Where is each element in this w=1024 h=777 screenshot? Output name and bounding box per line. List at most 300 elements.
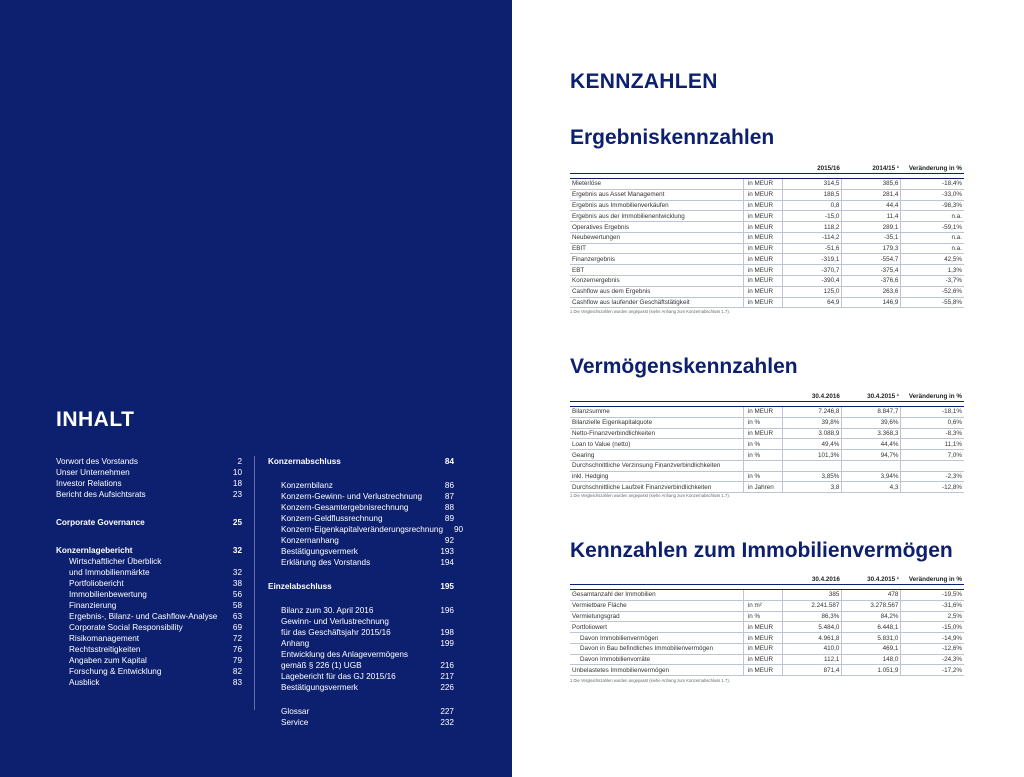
- row-unit: in MEUR: [743, 665, 782, 676]
- row-value: 5.484,0: [783, 622, 842, 633]
- row-value: 4.961,8: [783, 633, 842, 644]
- toc-entry[interactable]: [56, 556, 242, 567]
- row-value: 11,4: [842, 211, 901, 222]
- toc-entry-label: Bestätigungsvermerk: [281, 547, 358, 556]
- row-value: -31,6%: [901, 600, 964, 611]
- table-row: [570, 654, 964, 665]
- row-label: Loan to Value (netto): [570, 439, 743, 450]
- toc-entry-page: 86: [444, 481, 454, 490]
- row-unit: in MEUR: [743, 297, 782, 308]
- toc-entry-label: Investor Relations: [56, 479, 122, 488]
- row-unit: in MEUR: [743, 622, 782, 633]
- row-value: -17,2%: [901, 665, 964, 676]
- row-value: n.a.: [901, 232, 964, 243]
- toc-entry-page: 32: [232, 568, 242, 577]
- row-value: 84,2%: [842, 611, 901, 622]
- row-value: 3,94%: [842, 471, 901, 482]
- table-row: [570, 460, 964, 471]
- table-row: [570, 428, 964, 439]
- row-unit: in MEUR: [743, 211, 782, 222]
- column-header: Veränderung in %: [901, 392, 964, 402]
- row-unit: in %: [743, 471, 782, 482]
- toc-entry-page: 18: [232, 479, 242, 488]
- footnote-immobilien: 1 Die Vergleichszahlen wurden angepasst (siehe Anhang zum Konzernabschluss 1.7).: [570, 678, 730, 683]
- toc-entry[interactable]: [56, 655, 242, 666]
- row-unit: in MEUR: [743, 265, 782, 276]
- row-label: Operatives Ergebnis: [570, 222, 743, 233]
- toc-entry-page: 195: [440, 582, 454, 591]
- toc-entry-label: Portfoliobericht: [69, 579, 124, 588]
- row-unit: in Jahren: [743, 482, 782, 493]
- toc-spacer: [268, 693, 454, 706]
- row-value: 146,9: [842, 297, 901, 308]
- row-label: Gearing: [570, 450, 743, 461]
- toc-divider: [254, 456, 255, 710]
- row-value: 6.448,1: [842, 622, 901, 633]
- table-row: [570, 254, 964, 265]
- row-value: 188,5: [783, 189, 842, 200]
- table-row: [570, 200, 964, 211]
- row-value: -24,3%: [901, 654, 964, 665]
- toc-entry-label: Konzernanhang: [281, 536, 339, 545]
- toc-entry-label: Service: [281, 718, 309, 727]
- toc-entry-label: Einzelabschluss: [268, 582, 332, 591]
- toc-spacer: [56, 500, 242, 517]
- toc-entry-label: Entwicklung des Anlagevermögens: [281, 650, 408, 659]
- row-unit: in MEUR: [743, 200, 782, 211]
- row-value: -376,6: [842, 276, 901, 287]
- row-unit: in MEUR: [743, 189, 782, 200]
- column-header: [743, 575, 782, 585]
- row-value: -15,0%: [901, 622, 964, 633]
- row-value: 39,8%: [783, 417, 842, 428]
- toc-entry[interactable]: [56, 600, 242, 611]
- row-unit: [743, 590, 782, 601]
- toc-entry-label: Konzernabschluss: [268, 457, 341, 466]
- toc-entry-page: 83: [232, 678, 242, 687]
- table-row: [570, 286, 964, 297]
- toc-entry-label: und Immobilienmärkte: [69, 568, 150, 577]
- toc-entry-label: Forschung & Entwicklung: [69, 667, 162, 676]
- toc-entry[interactable]: [268, 616, 454, 627]
- row-value: 1.051,9: [842, 665, 901, 676]
- table-row: [570, 590, 964, 601]
- row-value: -98,3%: [901, 200, 964, 211]
- column-header: 2014/15 ¹: [842, 164, 901, 174]
- row-unit: in MEUR: [743, 654, 782, 665]
- toc-entry[interactable]: [268, 502, 454, 513]
- row-value: [901, 460, 964, 471]
- toc-entry[interactable]: [268, 557, 454, 568]
- table-header-row: [570, 575, 964, 585]
- toc-entry-label: Anhang: [281, 639, 310, 648]
- toc-entry-page: 38: [232, 579, 242, 588]
- table-row: [570, 482, 964, 493]
- toc-entry[interactable]: [268, 671, 454, 682]
- toc-entry-label: Lagebericht für das GJ 2015/16: [281, 672, 396, 681]
- section-title-vermoegen: Vermögenskennzahlen: [570, 355, 798, 378]
- toc-entry[interactable]: [56, 622, 242, 633]
- table-row: [570, 189, 964, 200]
- toc-spacer: [56, 528, 242, 545]
- row-value: 7,0%: [901, 450, 964, 461]
- row-value: 42,5%: [901, 254, 964, 265]
- toc-entry-label: Konzern-Gewinn- und Verlustrechnung: [281, 492, 423, 501]
- row-value: 0,8: [783, 200, 842, 211]
- row-value: 112,1: [783, 654, 842, 665]
- row-value: 7.246,8: [783, 407, 842, 418]
- toc-entry-page: 63: [232, 612, 242, 621]
- toc-entry[interactable]: [268, 513, 454, 524]
- toc-entry[interactable]: [268, 535, 454, 546]
- toc-entry[interactable]: [268, 706, 454, 717]
- row-value: -35,1: [842, 232, 901, 243]
- toc-section-heading[interactable]: [268, 456, 454, 467]
- table-row: [570, 471, 964, 482]
- row-value: 0,6%: [901, 417, 964, 428]
- row-label: Davon Immobilienvorräte: [570, 654, 743, 665]
- toc-entry-page: 226: [440, 683, 454, 692]
- row-value: 64,9: [783, 297, 842, 308]
- toc-entry-page: 227: [440, 707, 454, 716]
- table-row: [570, 643, 964, 654]
- toc-entry[interactable]: [56, 611, 242, 622]
- toc-entry[interactable]: [268, 627, 454, 638]
- row-value: -18,1%: [901, 407, 964, 418]
- toc-entry[interactable]: [56, 589, 242, 600]
- column-header: [570, 392, 743, 402]
- toc-entry-page: 194: [440, 558, 454, 567]
- row-label: Netto-Finanzverbindlichkeiten: [570, 428, 743, 439]
- kennzahlen-page: [512, 0, 1024, 777]
- toc-entry[interactable]: [268, 638, 454, 649]
- row-value: 39,6%: [842, 417, 901, 428]
- table-header-row: [570, 164, 964, 174]
- toc-entry[interactable]: [56, 489, 242, 500]
- row-value: -370,7: [783, 265, 842, 276]
- toc-entry[interactable]: [56, 456, 242, 467]
- row-value: 385,6: [842, 179, 901, 190]
- toc-entry[interactable]: [268, 605, 454, 616]
- row-unit: in MEUR: [743, 633, 782, 644]
- row-label: Ergebnis aus Immobilienverkäufen: [570, 200, 743, 211]
- toc-entry-label: Wirtschaftlicher Überblick: [69, 557, 162, 566]
- row-value: 44,4: [842, 200, 901, 211]
- row-unit: in %: [743, 417, 782, 428]
- row-value: 4,3: [842, 482, 901, 493]
- footnote-ergebnis: 1 Die Vergleichszahlen wurden angepasst (siehe Anhang zum Konzernabschluss 1.7).: [570, 309, 730, 314]
- row-label: Portfoliowert: [570, 622, 743, 633]
- column-header: [743, 392, 782, 402]
- row-value: 410,0: [783, 643, 842, 654]
- toc-entry-label: Konzernbilanz: [281, 481, 333, 490]
- table-row: [570, 622, 964, 633]
- row-label: Neubewertungen: [570, 232, 743, 243]
- toc-entry-label: Konzern-Gesamtergebnisrechnung: [281, 503, 409, 512]
- toc-entry[interactable]: [268, 491, 454, 502]
- table-immobilien: [570, 575, 964, 676]
- row-value: -19,5%: [901, 590, 964, 601]
- toc-entry-label: Konzernlagebericht: [56, 546, 133, 555]
- toc-entry[interactable]: [56, 567, 242, 578]
- row-unit: in MEUR: [743, 232, 782, 243]
- toc-entry[interactable]: [56, 578, 242, 589]
- toc-entry-page: 88: [444, 503, 454, 512]
- table-header-row: [570, 392, 964, 402]
- row-value: -319,1: [783, 254, 842, 265]
- row-value: 148,0: [842, 654, 901, 665]
- table-row: [570, 600, 964, 611]
- toc-section-heading[interactable]: [268, 581, 454, 592]
- table-row: [570, 179, 964, 190]
- toc-entry-page: 79: [232, 656, 242, 665]
- row-label: Durchschnittliche Laufzeit Finanzverbindlichkeiten: [570, 482, 743, 493]
- toc-entry-page: 72: [232, 634, 242, 643]
- row-unit: [743, 460, 782, 471]
- table-vermoegen: [570, 392, 964, 493]
- row-value: [842, 460, 901, 471]
- toc-entry[interactable]: [56, 633, 242, 644]
- toc-entry-label: Immobilienbewertung: [69, 590, 147, 599]
- toc-entry-label: Angaben zum Kapital: [69, 656, 147, 665]
- row-value: 1,3%: [901, 265, 964, 276]
- row-unit: in %: [743, 611, 782, 622]
- toc-entry-label: Risikomanagement: [69, 634, 140, 643]
- row-value: 289,1: [842, 222, 901, 233]
- row-label: Ergebnis aus Asset Management: [570, 189, 743, 200]
- row-label: Bilanzsumme: [570, 407, 743, 418]
- row-label: Davon Immobilienvermögen: [570, 633, 743, 644]
- row-value: -390,4: [783, 276, 842, 287]
- row-value: 179,3: [842, 243, 901, 254]
- toc-entry[interactable]: [268, 717, 454, 728]
- row-label: Davon in Bau befindliches Immobilienvermögen: [570, 643, 743, 654]
- row-unit: in MEUR: [743, 222, 782, 233]
- row-value: -114,2: [783, 232, 842, 243]
- toc-entry-page: 84: [444, 457, 454, 466]
- row-unit: in MEUR: [743, 179, 782, 190]
- table-row: [570, 222, 964, 233]
- toc-entry-label: Vorwort des Vorstands: [56, 457, 138, 466]
- table-row: [570, 665, 964, 676]
- toc-entry-page: 232: [440, 718, 454, 727]
- row-label: Vermietungsgrad: [570, 611, 743, 622]
- table-row: [570, 633, 964, 644]
- row-value: 5.831,0: [842, 633, 901, 644]
- toc-spacer: [268, 467, 454, 480]
- row-unit: in m²: [743, 600, 782, 611]
- toc-entry-page: 10: [232, 468, 242, 477]
- column-header: 30.4.2016: [783, 392, 842, 402]
- toc-entry-label: gemäß § 226 (1) UGB: [281, 661, 362, 670]
- row-unit: in %: [743, 450, 782, 461]
- row-value: 101,3%: [783, 450, 842, 461]
- toc-entry-page: 87: [444, 492, 454, 501]
- toc-entry-page: 2: [237, 457, 242, 466]
- toc-entry-label: Erklärung des Vorstands: [281, 558, 371, 567]
- row-label: Finanzergebnis: [570, 254, 743, 265]
- toc-column-2: [268, 456, 464, 728]
- toc-entry[interactable]: [56, 666, 242, 677]
- table-row: [570, 417, 964, 428]
- row-value: 3.368,3: [842, 428, 901, 439]
- row-value: 44,4%: [842, 439, 901, 450]
- section-title-ergebnis: Ergebniskennzahlen: [570, 126, 775, 149]
- row-value: 8.847,7: [842, 407, 901, 418]
- toc-entry-page: 198: [440, 628, 454, 637]
- row-value: -8,3%: [901, 428, 964, 439]
- row-value: 11,1%: [901, 439, 964, 450]
- toc-entry-page: 193: [440, 547, 454, 556]
- row-unit: in MEUR: [743, 254, 782, 265]
- row-value: -12,8%: [901, 482, 964, 493]
- row-unit: in MEUR: [743, 407, 782, 418]
- row-value: 2,5%: [901, 611, 964, 622]
- row-unit: in MEUR: [743, 286, 782, 297]
- column-header: [570, 164, 743, 174]
- toc-entry-label: Bilanz zum 30. April 2016: [281, 606, 374, 615]
- row-value: 478: [842, 590, 901, 601]
- toc-title: INHALT: [56, 408, 135, 431]
- table-row: [570, 611, 964, 622]
- row-value: -3,7%: [901, 276, 964, 287]
- row-unit: in MEUR: [743, 276, 782, 287]
- toc-entry[interactable]: [268, 480, 454, 491]
- toc-spacer: [268, 592, 454, 605]
- row-unit: in %: [743, 439, 782, 450]
- row-label: Konzernergebnis: [570, 276, 743, 287]
- row-value: 871,4: [783, 665, 842, 676]
- toc-entry-page: 90: [453, 525, 464, 534]
- row-label: Gesamtanzahl der Immobilien: [570, 590, 743, 601]
- table-row: [570, 297, 964, 308]
- table-row: [570, 450, 964, 461]
- toc-entry[interactable]: [268, 682, 454, 693]
- row-value: 385: [783, 590, 842, 601]
- row-label: Cashflow aus dem Ergebnis: [570, 286, 743, 297]
- row-value: -14,9%: [901, 633, 964, 644]
- row-value: -52,6%: [901, 286, 964, 297]
- row-label: EBIT: [570, 243, 743, 254]
- toc-entry[interactable]: [56, 644, 242, 655]
- toc-entry-page: 32: [232, 546, 242, 555]
- row-label: Ergebnis aus der Immobilienentwicklung: [570, 211, 743, 222]
- row-value: 3,8: [783, 482, 842, 493]
- row-value: -51,6: [783, 243, 842, 254]
- row-value: [783, 460, 842, 471]
- row-value: -2,3%: [901, 471, 964, 482]
- page-title: KENNZAHLEN: [570, 70, 718, 93]
- table-row: [570, 276, 964, 287]
- toc-entry-page: 216: [440, 661, 454, 670]
- row-value: 263,6: [842, 286, 901, 297]
- row-label: Durchschnittliche Verzinsung Finanzverbindlichkeiten: [570, 460, 743, 471]
- toc-entry-page: 69: [232, 623, 242, 632]
- table-row: [570, 211, 964, 222]
- table-ergebnis: [570, 164, 964, 308]
- toc-entry-label: Ergebnis-, Bilanz- und Cashflow-Analyse: [69, 612, 218, 621]
- row-value: 49,4%: [783, 439, 842, 450]
- toc-entry-page: 92: [444, 536, 454, 545]
- toc-entry[interactable]: [56, 478, 242, 489]
- row-unit: in MEUR: [743, 243, 782, 254]
- toc-entry-label: Bestätigungsvermerk: [281, 683, 358, 692]
- toc-entry-page: 58: [232, 601, 242, 610]
- column-header: [570, 575, 743, 585]
- row-unit: in MEUR: [743, 643, 782, 654]
- toc-entry-page: 196: [440, 606, 454, 615]
- row-value: 94,7%: [842, 450, 901, 461]
- toc-entry-page: 89: [444, 514, 454, 523]
- row-value: 86,3%: [783, 611, 842, 622]
- row-label: EBT: [570, 265, 743, 276]
- toc-section-heading[interactable]: [56, 545, 242, 556]
- toc-entry-label: Glossar: [281, 707, 310, 716]
- toc-entry-page: 25: [232, 518, 242, 527]
- table-row: [570, 439, 964, 450]
- table-row: [570, 243, 964, 254]
- section-title-immobilien: Kennzahlen zum Immobilienvermögen: [570, 539, 953, 562]
- column-header: Veränderung in %: [901, 164, 964, 174]
- toc-entry-page: [434, 616, 454, 627]
- row-label: Unbelastetes Immobilienvermögen: [570, 665, 743, 676]
- row-unit: in MEUR: [743, 428, 782, 439]
- toc-entry-label: Konzern-Geldflussrechnung: [281, 514, 383, 523]
- toc-entry[interactable]: [268, 660, 454, 671]
- toc-entry[interactable]: [56, 677, 242, 688]
- toc-entry-page: 82: [232, 667, 242, 676]
- toc-entry[interactable]: [268, 546, 454, 557]
- column-header: [743, 164, 782, 174]
- row-label: inkl. Hedging: [570, 471, 743, 482]
- row-value: -18,4%: [901, 179, 964, 190]
- toc-column-1: [56, 456, 242, 688]
- toc-entry-page: [434, 649, 454, 660]
- toc-entry-label: Rechtsstreitigkeiten: [69, 645, 141, 654]
- row-value: -375,4: [842, 265, 901, 276]
- row-value: 281,4: [842, 189, 901, 200]
- toc-entry-page: 23: [232, 490, 242, 499]
- column-header: 2015/16: [783, 164, 842, 174]
- toc-entry[interactable]: [56, 467, 242, 478]
- row-value: 125,0: [783, 286, 842, 297]
- row-value: 3.278.567: [842, 600, 901, 611]
- row-label: Mieterlöse: [570, 179, 743, 190]
- toc-entry-page: [222, 556, 242, 567]
- row-label: Vermietbare Fläche: [570, 600, 743, 611]
- toc-entry-label: Corporate Governance: [56, 518, 145, 527]
- toc-entry-label: Bericht des Aufsichtsrats: [56, 490, 146, 499]
- toc-section-heading[interactable]: [56, 517, 242, 528]
- row-label: Cashflow aus laufender Geschäftstätigkeit: [570, 297, 743, 308]
- row-value: -59,1%: [901, 222, 964, 233]
- toc-entry-page: 76: [232, 645, 242, 654]
- toc-entry-label: Gewinn- und Verlustrechnung: [281, 617, 389, 626]
- toc-entry[interactable]: [268, 524, 464, 535]
- toc-entry-label: Unser Unternehmen: [56, 468, 130, 477]
- toc-entry-label: Konzern-Eigenkapitalveränderungsrechnung: [281, 525, 444, 534]
- toc-entry[interactable]: [268, 649, 454, 660]
- column-header: 30.4.2015 ¹: [842, 392, 901, 402]
- row-value: 118,2: [783, 222, 842, 233]
- table-row: [570, 407, 964, 418]
- column-header: Veränderung in %: [901, 575, 964, 585]
- row-value: 3,85%: [783, 471, 842, 482]
- toc-entry-label: Ausblick: [69, 678, 100, 687]
- row-value: -55,8%: [901, 297, 964, 308]
- row-value: -15,0: [783, 211, 842, 222]
- toc-entry-label: Corporate Social Responsibility: [69, 623, 183, 632]
